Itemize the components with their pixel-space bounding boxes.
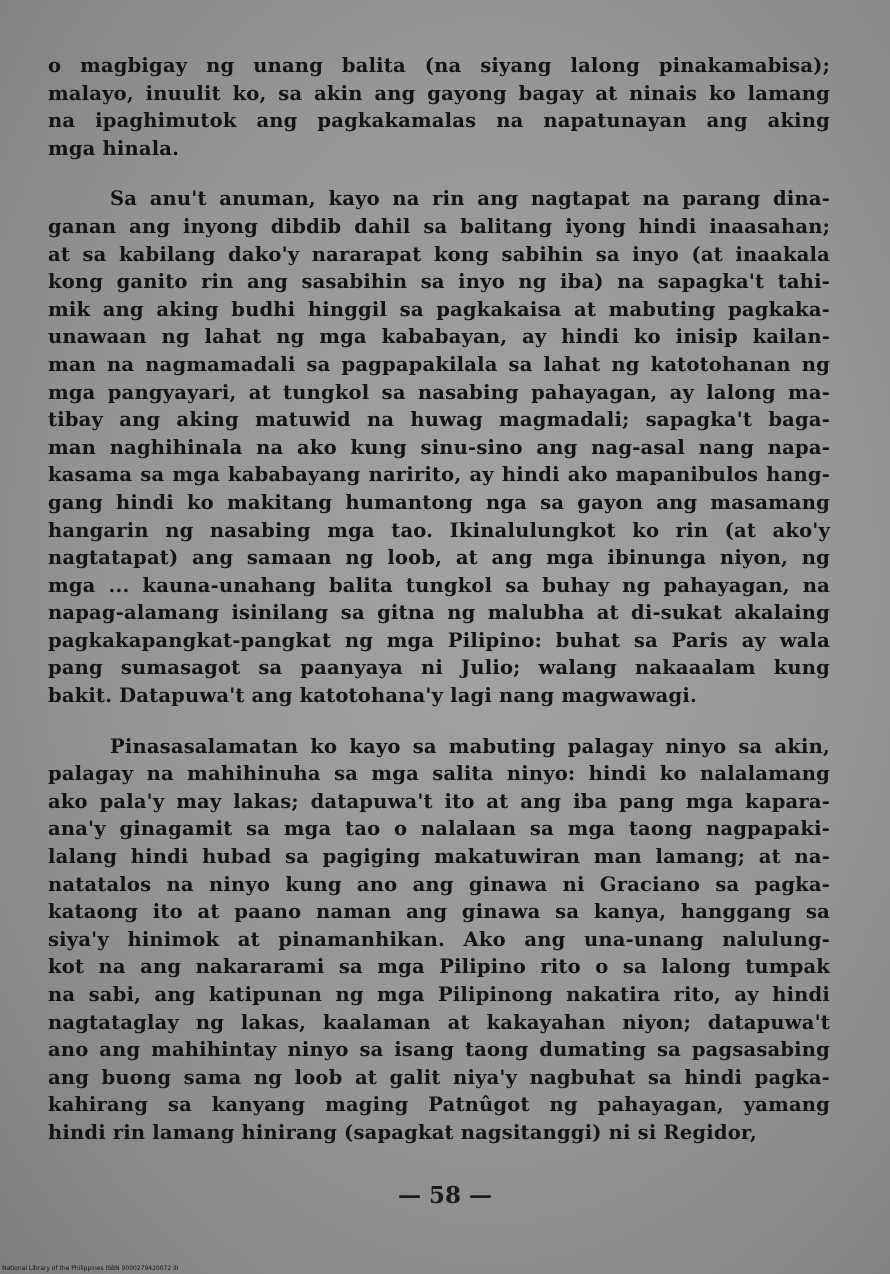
text-line: ang buong sama ng loob at galit niya'y nagbuhat sa hindi pagka- bbox=[48, 1065, 830, 1089]
text-line: natatalos na ninyo kung ano ang ginawa ni Graciano sa pagka- bbox=[48, 872, 830, 896]
text-line: hangarin ng nasabing mga tao. Ikinalulungkot ko rin (at ako'y bbox=[48, 518, 830, 542]
text-line: kataong ito at paano naman ang ginawa sa kanya, hanggang sa bbox=[48, 900, 830, 924]
text-line: ano ang mahihintay ninyo sa isang taong dumating sa pagsasabing bbox=[48, 1038, 830, 1062]
paragraph-gap bbox=[48, 162, 830, 185]
text-line: lalang hindi hubad sa pagiging makatuwiran man lamang; at na- bbox=[48, 845, 830, 869]
paragraph bbox=[48, 185, 830, 709]
text-line: o magbigay ng unang balita (na siyang lalong pinakamabisa); bbox=[48, 54, 830, 77]
text-line: mga hinala. bbox=[48, 136, 180, 160]
text-line: na sabi, ang katipunan ng mga Pilipinong nakatira rito, ay hindi bbox=[48, 983, 830, 1006]
text-line: siya'y hinimok at pinamanhikan. Ako ang una-unang nalulung- bbox=[48, 927, 830, 951]
text-line: pang sumasagot sa paanyaya ni Julio; walang nakaaalam kung bbox=[48, 656, 830, 680]
text-line: kahirang sa kanyang maging Patnûgot ng pahayagan, yamang bbox=[48, 1093, 830, 1117]
text-line: ako pala'y may lakas; datapuwa't ito at ang iba pang mga kapara- bbox=[48, 789, 830, 813]
text-line: Sa anu't anuman, kayo na rin ang nagtapat na parang dina- bbox=[110, 187, 830, 211]
page-number: — 58 — bbox=[397, 1182, 493, 1209]
paragraph-gap bbox=[48, 710, 830, 733]
text-line: palagay na mahihinuha sa mga salita ninyo: hindi ko nalalamang bbox=[48, 762, 830, 786]
text-line: man na nagmamadali sa pagpapakilala sa lahat ng katotohanan ng bbox=[48, 352, 830, 376]
text-line: pagkakapangkat-pangkat ng mga Pilipino: buhat sa Paris ay wala bbox=[48, 628, 830, 652]
text-line: nagtatapat) ang samaan ng loob, at ang mga ibinunga niyon, ng bbox=[48, 546, 830, 570]
text-line: na ipaghimutok ang pagkakamalas na napatunayan ang aking bbox=[48, 109, 830, 133]
body-text bbox=[48, 52, 830, 1147]
text-line: Pinasasalamatan ko kayo sa mabuting palagay ninyo sa akin, bbox=[110, 734, 830, 758]
text-line: kot na ang nakararami sa mga Pilipino rito o sa lalong tumpak bbox=[48, 955, 830, 979]
text-line: unawaan ng lahat ng mga kababayan, ay hindi ko inisip kailan- bbox=[48, 325, 830, 349]
text-line: kasama sa mga kababayang naririto, ay hindi ako mapanibulos hang- bbox=[48, 463, 830, 487]
footer-credit: National Library of the Philippines ISBN 9000279420072 III bbox=[2, 1265, 179, 1272]
text-line: tibay ang aking matuwid na huwag magmadali; sapagka't baga- bbox=[48, 408, 830, 432]
text-line: gang hindi ko makitang humantong nga sa gayon ang masamang bbox=[48, 490, 830, 514]
text-line: man naghihinala na ako kung sinu-sino ang nag-asal nang napa- bbox=[48, 435, 830, 459]
text-line: mga ... kauna-unahang balita tungkol sa buhay ng pahayagan, na bbox=[48, 573, 830, 597]
text-line: hindi rin lamang hinirang (sapagkat nagsitanggi) ni si Regidor, bbox=[48, 1120, 757, 1144]
text-line: malayo, inuulit ko, sa akin ang gayong bagay at ninais ko lamang bbox=[48, 81, 830, 105]
text-line: ana'y ginagamit sa mga tao o nalalaan sa mga taong nagpapaki- bbox=[48, 817, 830, 841]
text-line: nagtataglay ng lakas, kaalaman at kakayahan niyon; datapuwa't bbox=[48, 1010, 830, 1034]
text-line: kong ganito rin ang sasabihin sa inyo ng iba) na sapagka't tahi- bbox=[48, 270, 830, 294]
text-line: ganan ang inyong dibdib dahil sa balitang iyong hindi inaasahan; bbox=[48, 214, 830, 238]
text-line: mga pangyayari, at tungkol sa nasabing pahayagan, ay lalong ma- bbox=[48, 380, 830, 404]
text-line: mik ang aking budhi hinggil sa pagkakaisa at mabuting pagkaka- bbox=[48, 297, 830, 321]
paragraph bbox=[48, 52, 830, 162]
text-line: at sa kabilang dako'y nararapat kong sabihin sa inyo (at inaakala bbox=[48, 242, 830, 266]
paragraph bbox=[48, 733, 830, 1147]
text-line: bakit. Datapuwa't ang katotohana'y lagi nang magwawagi. bbox=[48, 684, 697, 708]
text-line: napag-alamang isinilang sa gitna ng malubha at di-sukat akalaing bbox=[48, 601, 830, 625]
